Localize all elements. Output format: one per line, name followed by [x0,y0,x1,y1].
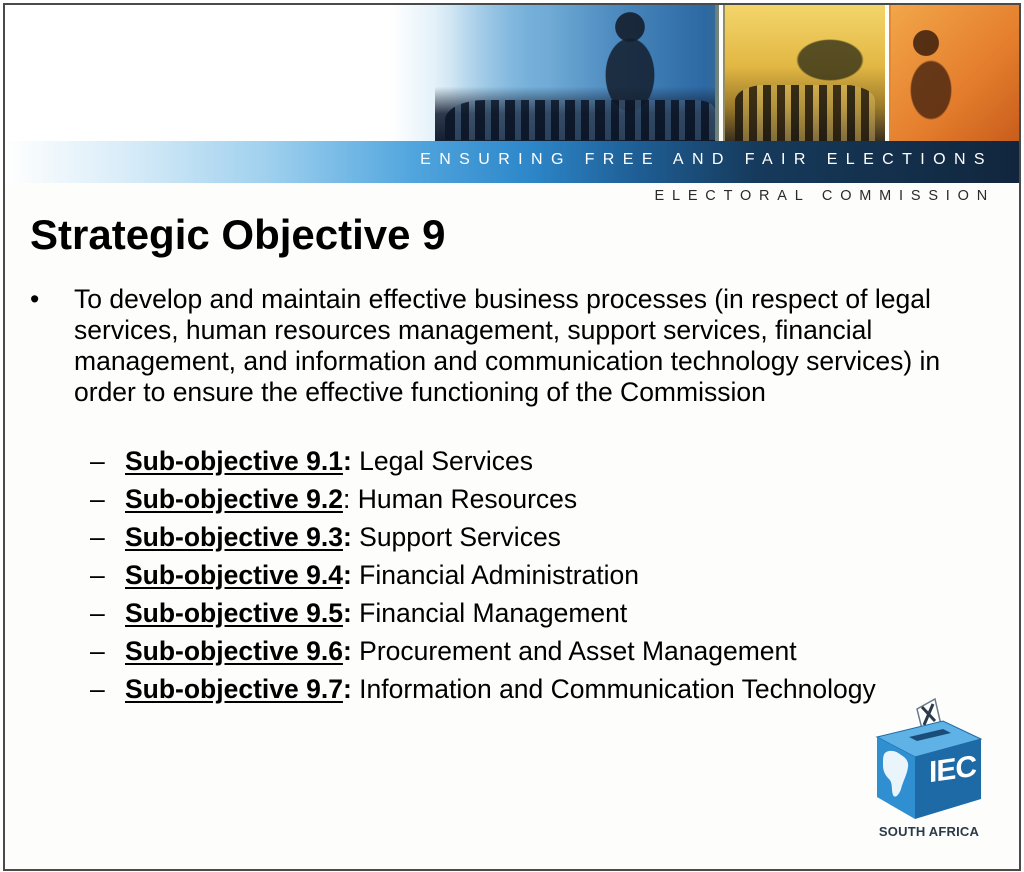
list-item [90,446,890,477]
sub-objective-link[interactable]: Sub-objective 9.3 [125,522,343,552]
separator: : [342,674,352,704]
separator: : [342,560,352,590]
crowd-silhouettes [445,100,715,140]
sub-objective-description: Financial Management [351,598,628,628]
separator: : [342,598,352,628]
separator: : [342,636,352,666]
sub-objective-description: Information and Communication Technology [351,674,876,704]
dash-marker: – [90,598,105,628]
list-item [90,636,890,667]
dash-marker: – [90,674,105,704]
photo-divider [885,5,889,141]
street-crowd-silhouettes [735,85,875,141]
sub-objective-link[interactable]: Sub-objective 9.2 [125,484,343,514]
dash-marker: – [90,636,105,666]
sub-objective-description: Procurement and Asset Management [351,636,797,666]
iec-logo [871,695,987,845]
sub-objective-link[interactable]: Sub-objective 9.4 [125,560,343,590]
banner-tagline: ENSURING FREE AND FAIR ELECTIONS [420,151,993,168]
main-bullet [30,284,950,408]
sub-objective-description: Legal Services [351,446,533,476]
official-with-map-photo [891,5,1019,141]
separator: : [342,446,352,476]
header-banner [5,5,1019,183]
list-item [90,522,890,553]
page-title: Strategic Objective 9 [30,211,446,258]
dash-marker: – [90,560,105,590]
organization-name: ELECTORAL COMMISSION [654,188,995,204]
logo-caption: SOUTH AFRICA [878,824,980,839]
slide [3,3,1021,871]
iec-wordmark: IEC [929,749,977,790]
sub-objective-description: Support Services [351,522,561,552]
list-item [90,560,890,591]
sub-objective-link[interactable]: Sub-objective 9.5 [125,598,343,628]
sub-objective-description: Financial Administration [351,560,639,590]
list-item [90,674,890,705]
list-item [90,484,890,515]
dash-marker: – [90,446,105,476]
main-bullet-text: To develop and maintain effective business processes (in respect of legal services, human resources management, support services, financial management, and information and communication technology services) in order to ensure the effective functioning of the Commission [74,284,941,407]
sub-objective-link[interactable]: Sub-objective 9.1 [125,446,343,476]
sub-objective-description: Human Resources [350,484,578,514]
dash-marker: – [90,484,105,514]
sub-objective-list [90,446,890,712]
separator: : [342,522,352,552]
list-item [90,598,890,629]
sub-objective-link[interactable]: Sub-objective 9.7 [125,674,343,704]
photo-divider [719,5,723,141]
bullet-marker: • [30,284,40,314]
separator: : [342,484,351,514]
sub-objective-link[interactable]: Sub-objective 9.6 [125,636,343,666]
dash-marker: – [90,522,105,552]
